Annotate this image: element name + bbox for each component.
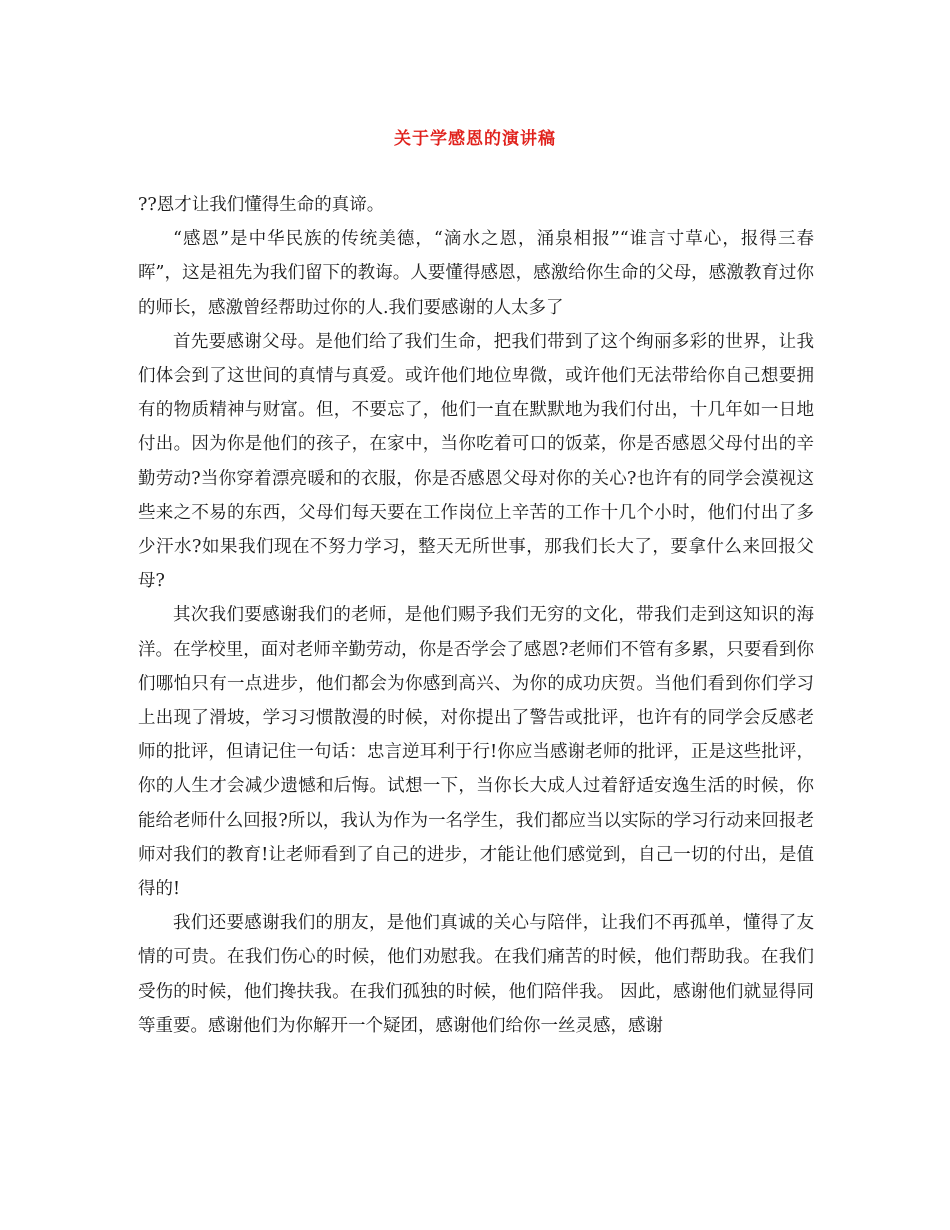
paragraph-parents: 首先要感谢父母。是他们给了我们生命，把我们带到了这个绚丽多彩的世界，让我们体会到了这世间的真情与真爱。或许他们地位卑微，或许他们无法带给你自己想要拥有的物质精神与财富。但，不要忘了，他们一直在默默地为我们付出，十几年如一日地付出。因为你是他们的孩子，在家中，当你吃着可口的饭菜，你是否感恩父母付出的辛勤劳动?当你穿着漂亮暖和的衣服，你是否感恩父母对你的关心?也许有的同学会漠视这些来之不易的东西，父母们每天要在工作岗位上辛苦的工作十几个小时，他们付出了多少汗水?如果我们现在不努力学习，整天无所世事，那我们长大了，要拿什么来回报父母? xyxy=(138,331,814,592)
paragraph-friends: 我们还要感谢我们的朋友，是他们真诚的关心与陪伴，让我们不再孤单，懂得了友情的可贵。在我们伤心的时候，他们劝慰我。在我们痛苦的时候，他们帮助我。在我们受伤的时候，他们搀扶我。在我们孤独的时候，他们陪伴我。 因此，感谢他们就显得同等重要。感谢他们为你解开一个疑团，感谢他们给你一丝灵感，感谢 xyxy=(138,913,814,1036)
document-title: 关于学感恩的演讲稿 xyxy=(394,129,556,149)
paragraph-intro: “感恩”是中华民族的传统美德，“滴水之恩，涌泉相报”“谁言寸草心，报得三春晖”，这是祖先为我们留下的教诲。人要懂得感恩，感激给你生命的父母，感激教育过你的师长，感激曾经帮助过你的人.我们要感谢的人太多了 xyxy=(138,229,814,318)
paragraph-continuation: ??恩才让我们懂得生命的真谛。 xyxy=(138,195,385,215)
document-body xyxy=(138,188,814,1043)
paragraph-teachers: 其次我们要感谢我们的老师，是他们赐予我们无穷的文化，带我们走到这知识的海洋。在学校里，面对老师辛勤劳动，你是否学会了感恩?老师们不管有多累，只要看到你们哪怕只有一点进步，他们都会为你感到高兴、为你的成功庆贺。当他们看到你们学习上出现了滑坡，学习习惯散漫的时候，对你提出了警告或批评，也许有的同学会反感老师的批评，但请记住一句话：忠言逆耳利于行!你应当感谢老师的批评，正是这些批评，你的人生才会减少遗憾和后悔。试想一下，当你长大成人过着舒适安逸生活的时候，你能给老师什么回报?所以，我认为作为一名学生，我们都应当以实际的学习行动来回报老师对我们的教育!让老师看到了自己的进步，才能让他们感觉到，自己一切的付出，是值得的! xyxy=(138,605,814,900)
